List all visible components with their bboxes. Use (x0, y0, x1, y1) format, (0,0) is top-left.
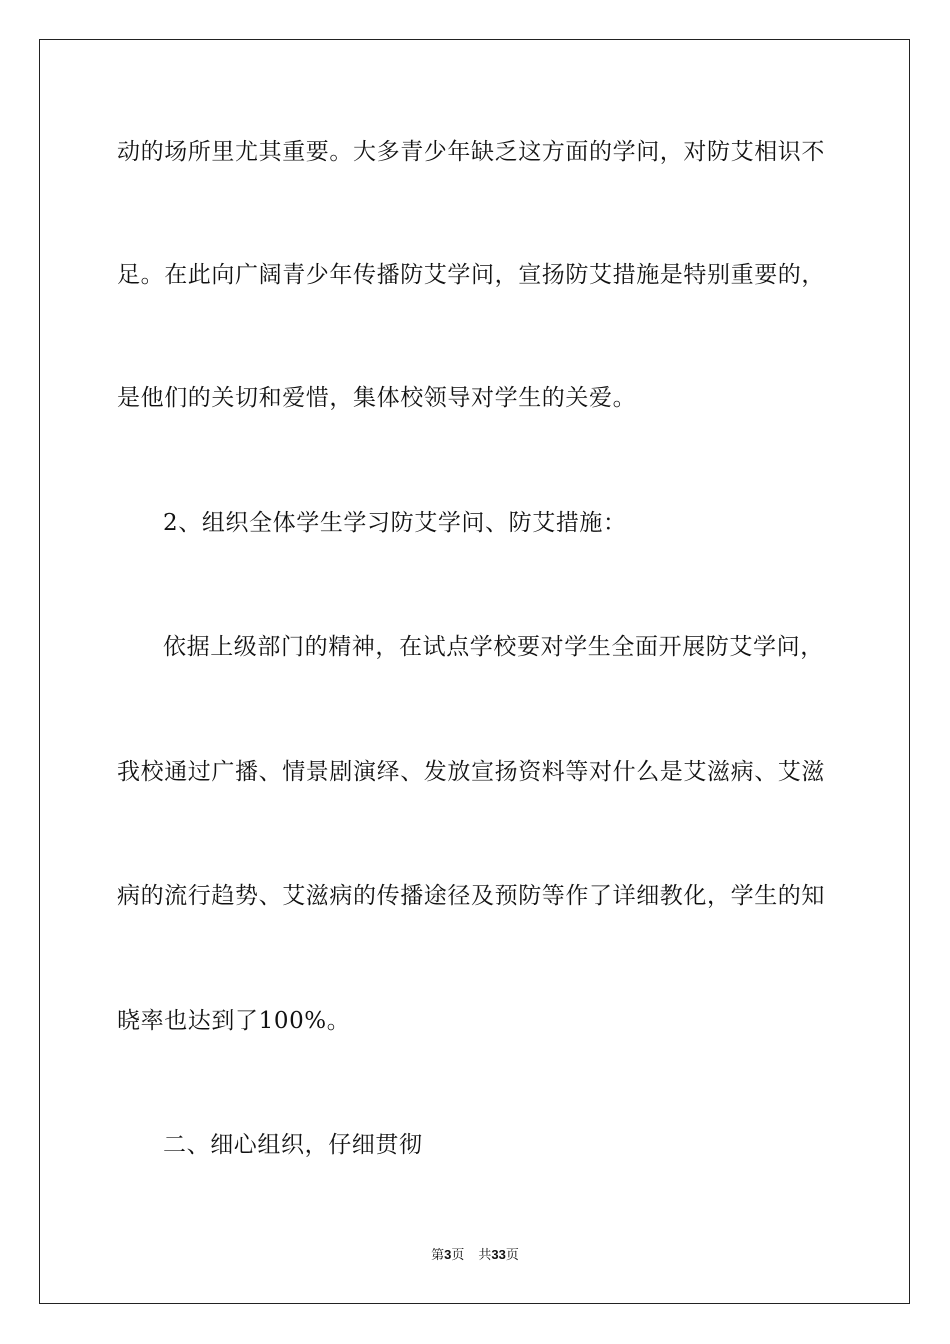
page-footer (0, 1246, 950, 1265)
total-prefix: 共 (478, 1248, 492, 1263)
subheading: 2、组织全体学生学习防艾学问、防艾措施： (163, 510, 627, 536)
total-pages: 33 (491, 1247, 506, 1262)
page-prefix: 第 (431, 1248, 445, 1263)
body-text-line: 我校通过广播、情景剧演绎、发放宣扬资料等对什么是艾滋病、艾滋 (117, 759, 825, 785)
body-text-line: 动的场所里尤其重要。大多青少年缺乏这方面的学问，对防艾相识不 (117, 139, 825, 165)
body-text-line: 依据上级部门的精神，在试点学校要对学生全面开展防艾学问， (163, 634, 824, 660)
body-text-line: 足。在此向广阔青少年传播防艾学问，宣扬防艾措施是特别重要的， (117, 262, 825, 288)
total-suffix: 页 (505, 1248, 519, 1263)
body-text-line: 病的流行趋势、艾滋病的传播途径及预防等作了详细教化，学生的知 (117, 883, 825, 909)
section-heading: 二、细心组织，仔细贯彻 (163, 1132, 423, 1158)
body-text-line: 是他们的关切和爱惜，集体校领导对学生的关爱。 (117, 385, 637, 411)
page-border (39, 39, 910, 1304)
page-suffix: 页 (451, 1248, 465, 1263)
body-text-line: 晓率也达到了100%。 (117, 1008, 351, 1034)
page-number: 3 (444, 1247, 452, 1262)
